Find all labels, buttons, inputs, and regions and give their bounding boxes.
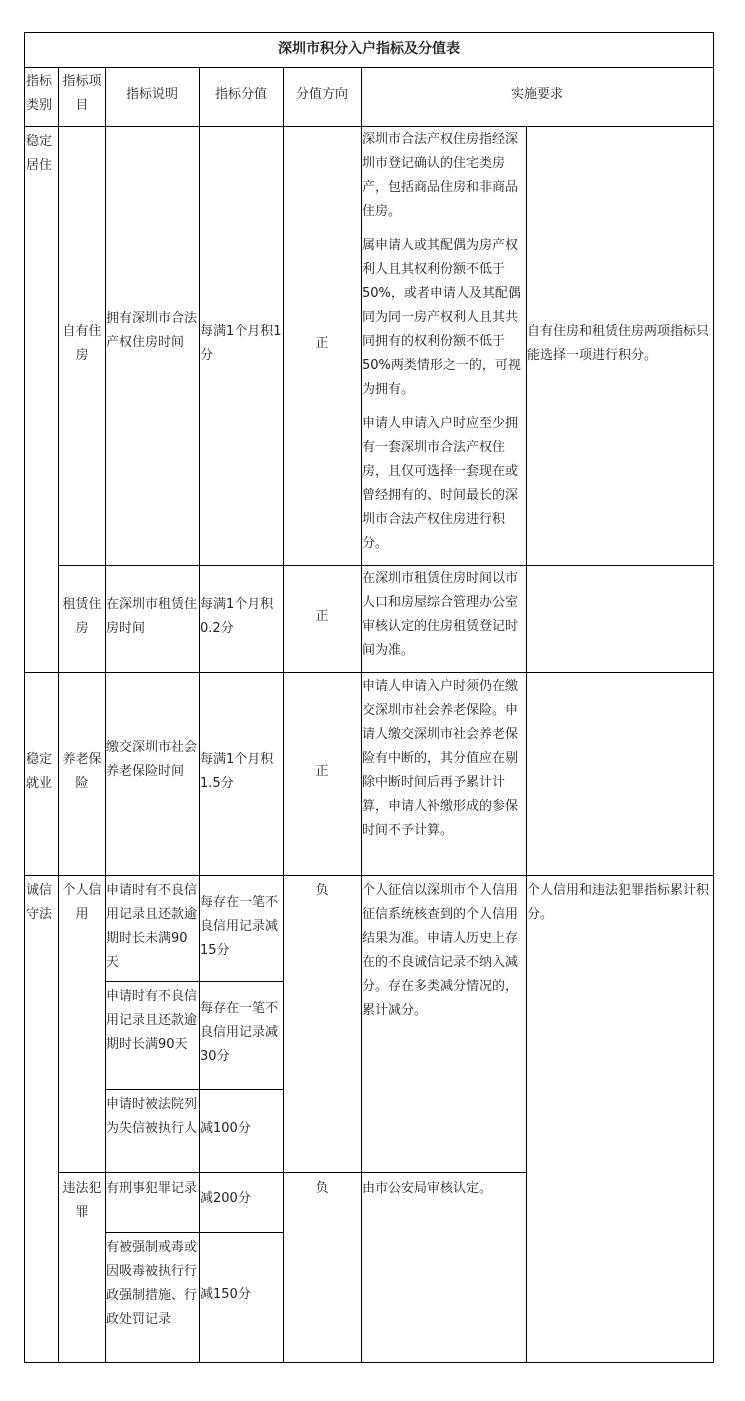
score-dishonest-debtor: 减100分 <box>200 1121 251 1136</box>
rule <box>105 67 106 1363</box>
rule <box>24 32 714 33</box>
rule <box>24 875 714 876</box>
rule <box>58 1172 526 1173</box>
rule <box>105 1089 283 1090</box>
table-title: 深圳市积分入户指标及分值表 <box>278 41 460 57</box>
direction-personal-credit: 负 <box>315 883 329 898</box>
requirements-rental-housing: 在深圳市租赁住房时间以市人口和房屋综合管理办公室审核认定的住房租赁登记时间为准。 <box>362 571 519 658</box>
rule <box>713 32 714 1363</box>
header-category-line2: 类别 <box>26 98 53 113</box>
header-item-line1: 指标项 <box>62 74 102 89</box>
score-criminal-record: 减200分 <box>200 1191 251 1206</box>
rule <box>199 67 200 1363</box>
rule <box>526 126 527 1363</box>
description-credit-over-90: 申请时有不良信用记录且还款逾期时长满90天 <box>106 989 198 1052</box>
rule <box>283 67 284 1363</box>
requirement-paragraph: 申请人申请入户时应至少拥有一套深圳市合法产权住房，且仅可选择一套现在或曾经拥有的、时间最长的深圳市合法产权住房进行积分。 <box>362 416 519 551</box>
item-own-housing: 自有住房 <box>62 324 102 363</box>
score-drug-record: 减150分 <box>200 1287 251 1302</box>
header-item-line2: 目 <box>75 98 89 113</box>
header-item <box>59 70 105 118</box>
note-integrity: 个人信用和违法犯罪指标累计积分。 <box>527 883 710 922</box>
rule <box>105 981 283 982</box>
direction-pension: 正 <box>315 764 329 779</box>
item-pension: 养老保险 <box>62 752 102 791</box>
description-own-housing: 拥有深圳市合法产权住房时间 <box>106 311 198 350</box>
rule <box>105 1232 283 1233</box>
direction-rental-housing: 正 <box>315 609 329 624</box>
item-personal-credit: 个人信用 <box>62 883 102 922</box>
rule <box>24 1362 714 1363</box>
rule <box>24 67 714 68</box>
description-dishonest-debtor: 申请时被法院列为失信被执行人 <box>106 1097 198 1136</box>
requirement-paragraph: 属申请人或其配偶为房产权利人且其权利份额不低于50%，或者申请人及其配偶同为同一房产权利人且其共同拥有的权利份额不低于50%两类情形之一的，可视为拥有。 <box>362 238 521 397</box>
category-integrity: 诚信守法 <box>26 883 53 922</box>
score-pension: 每满1个月积1.5分 <box>200 752 274 791</box>
header-category-line1: 指标 <box>26 74 53 89</box>
rule <box>24 32 25 1363</box>
score-credit-under-90: 每存在一笔不良信用记录减15分 <box>200 895 279 958</box>
item-crime: 违法犯罪 <box>62 1181 102 1220</box>
header-direction: 分值方向 <box>295 87 348 102</box>
score-credit-over-90: 每存在一笔不良信用记录减30分 <box>200 1001 279 1064</box>
requirements-own-housing <box>362 128 526 566</box>
header-requirements: 实施要求 <box>510 87 563 102</box>
note-housing: 自有住房和租赁住房两项指标只能选择一项进行积分。 <box>527 324 710 363</box>
header-category <box>26 70 58 118</box>
item-rental-housing: 租赁住房 <box>62 597 102 636</box>
header-description: 指标说明 <box>125 87 178 102</box>
score-rental-housing: 每满1个月积0.2分 <box>200 597 274 636</box>
direction-own-housing: 正 <box>315 336 329 351</box>
description-pension: 缴交深圳市社会养老保险时间 <box>106 740 198 779</box>
category-stable-residence: 稳定居住 <box>26 134 53 173</box>
requirements-crime: 由市公安局审核认定。 <box>362 1181 493 1196</box>
category-stable-employment: 稳定就业 <box>26 752 53 791</box>
requirement-paragraph: 深圳市合法产权住房指经深圳市登记确认的住宅类房产，包括商品住房和非商品住房。 <box>362 132 519 219</box>
requirements-personal-credit: 个人征信以深圳市个人信用征信系统核查到的个人信用结果为准。申请人历史上存在的不良诚信记录不纳入减分。存在多类减分情况的，累计减分。 <box>362 883 519 1018</box>
description-rental-housing: 在深圳市租赁住房时间 <box>106 597 198 636</box>
requirements-pension: 申请人申请入户时须仍在缴交深圳市社会养老保险。申请人缴交深圳市社会养老保险有中断的，其分值应在剔除中断时间后再予累计计算，申请人补缴形成的参保时间不予计算。 <box>362 679 519 838</box>
description-credit-under-90: 申请时有不良信用记录且还款逾期时长未满90天 <box>106 883 198 970</box>
rule <box>58 67 59 1363</box>
description-criminal-record: 有刑事犯罪记录 <box>106 1181 198 1196</box>
rule <box>24 126 714 127</box>
direction-crime: 负 <box>315 1181 329 1196</box>
description-drug-record: 有被强制戒毒或因吸毒被执行行政强制措施、行政处罚记录 <box>106 1240 198 1327</box>
rule <box>24 672 714 673</box>
score-own-housing: 每满1个月积1分 <box>200 324 282 363</box>
header-score: 指标分值 <box>214 87 267 102</box>
